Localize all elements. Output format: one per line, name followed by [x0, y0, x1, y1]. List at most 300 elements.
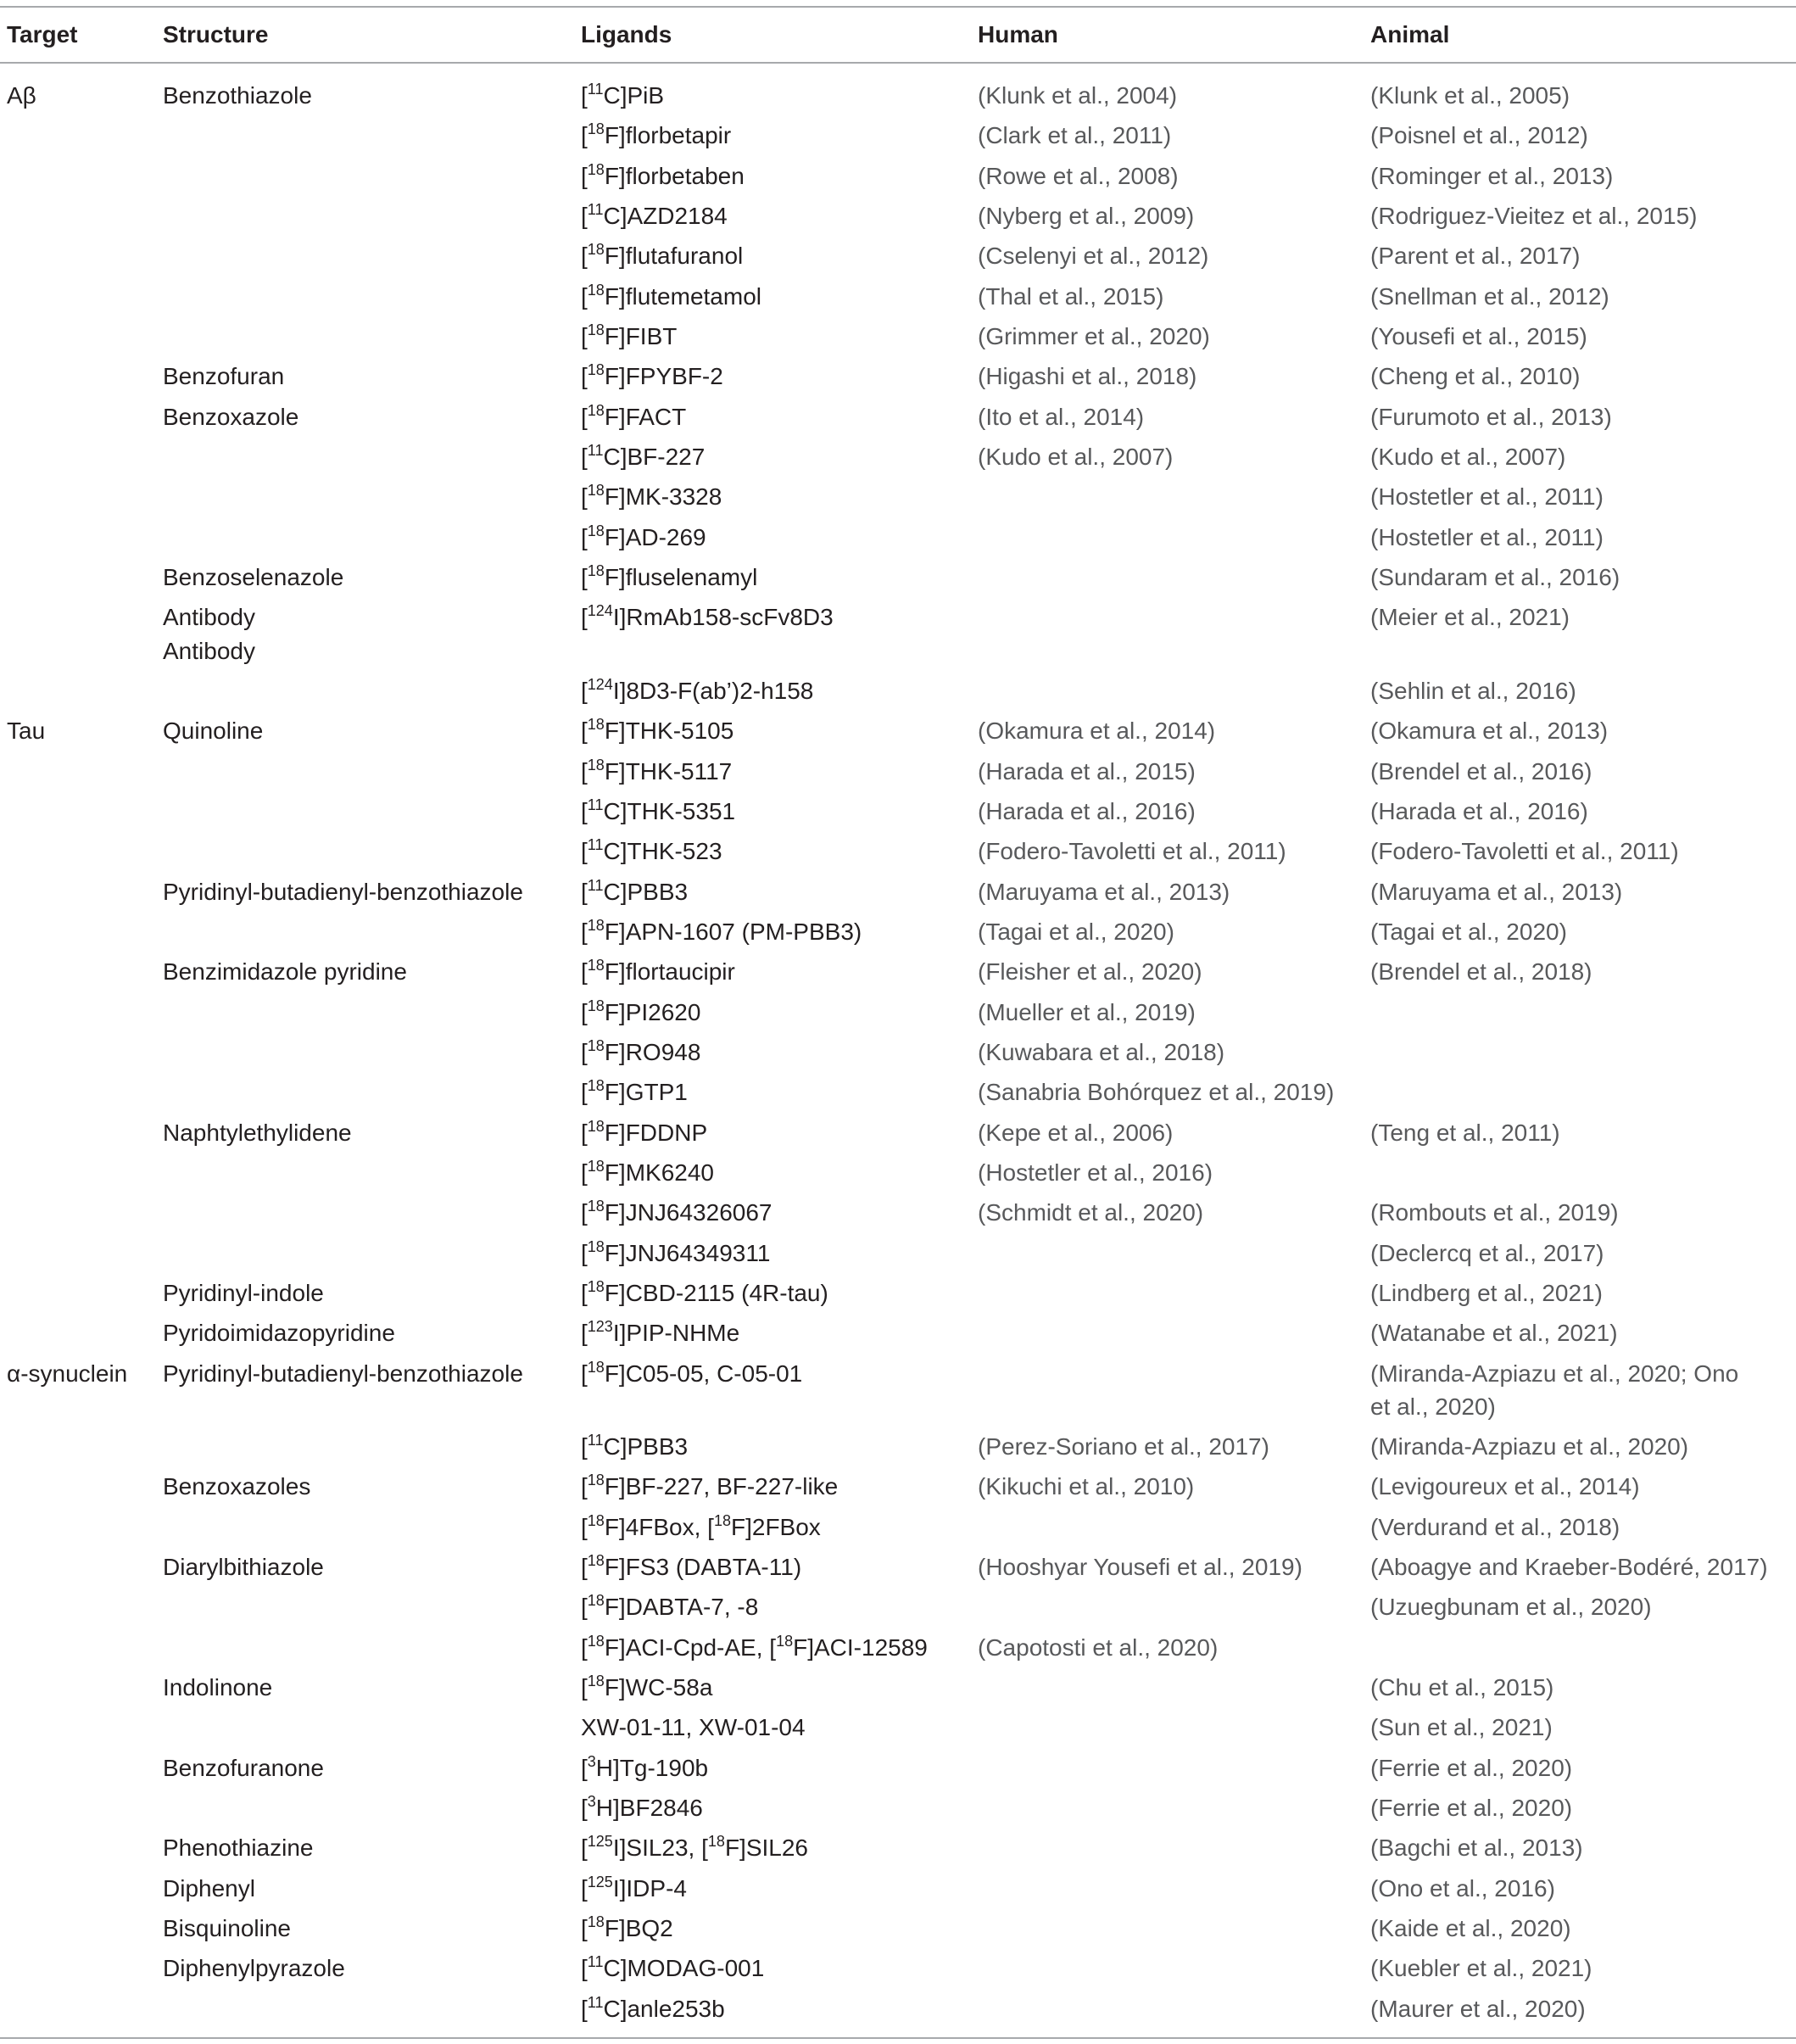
ligand-text: I]SIL23, [: [612, 1835, 708, 1862]
animal-study-reference: (Watanabe et al., 2021): [1370, 1320, 1618, 1347]
ligand-cell: [574, 1427, 971, 1466]
structure-cell: [156, 791, 574, 831]
human-study-reference: (Klunk et al., 2004): [978, 82, 1178, 109]
ligand-text: [: [581, 1320, 588, 1347]
ligand-cell: [574, 1788, 971, 1828]
isotope-superscript: 18: [587, 482, 605, 500]
animal-study-reference: (Brendel et al., 2018): [1370, 958, 1592, 986]
ligand-text: [: [581, 1874, 588, 1902]
animal-study-reference: (Chu et al., 2015): [1370, 1674, 1554, 1701]
ligand-cell: [574, 671, 971, 711]
ligand-cell: [574, 1113, 971, 1153]
table-row: [0, 1908, 1796, 1948]
table-row: [0, 831, 1796, 871]
ligand-text: C]anle253b: [603, 1995, 725, 2022]
target-cell: [0, 517, 156, 557]
animal-study-reference: [1364, 1153, 1796, 1192]
ligand-text: F]SIL26: [724, 1835, 808, 1862]
human-study-reference: (Sanabria Bohórquez et al., 2019): [978, 1079, 1335, 1106]
header-animal: Animal: [1370, 21, 1450, 47]
isotope-superscript: 18: [587, 1077, 605, 1095]
table-row: [0, 437, 1796, 477]
ligand-text: F]FIBT: [604, 322, 678, 349]
ligand-cell: [574, 1667, 971, 1707]
ligand-text: F]FPYBF-2: [604, 363, 723, 390]
target-cell: [0, 1032, 156, 1072]
isotope-superscript: 18: [587, 1673, 605, 1690]
human-study-reference: [971, 1507, 1364, 1547]
structure-cell: [156, 671, 574, 711]
isotope-superscript: 18: [587, 522, 605, 539]
ligand-cell: [574, 196, 971, 236]
animal-study-reference: (Tagai et al., 2020): [1370, 918, 1567, 945]
human-study-reference: (Kudo et al., 2007): [978, 443, 1174, 470]
table-row: [0, 992, 1796, 1032]
target-cell: α-synuclein: [7, 1360, 128, 1387]
ligand-text: F]4FBox, [: [604, 1513, 714, 1540]
human-study-reference: [971, 557, 1364, 597]
table-row: [0, 115, 1796, 155]
table-row: [0, 1354, 1796, 1427]
ligand-text: [: [581, 1554, 588, 1581]
ligand-text: F]FS3 (DABTA-11): [604, 1554, 802, 1581]
target-cell: [0, 1507, 156, 1547]
table-row: [0, 751, 1796, 791]
ligand-text: C]AZD2184: [603, 202, 728, 229]
isotope-superscript: 11: [587, 1993, 604, 2011]
table-row: [0, 1507, 1796, 1547]
isotope-superscript: 18: [587, 321, 605, 338]
isotope-superscript: 11: [587, 81, 604, 98]
target-cell: [0, 872, 156, 912]
isotope-superscript: 11: [587, 836, 604, 854]
human-study-reference: [971, 671, 1364, 711]
structure-cell: [156, 437, 574, 477]
target-cell: [0, 1628, 156, 1667]
ligand-text: I]IDP-4: [612, 1874, 687, 1902]
table-row: [0, 1273, 1796, 1313]
ligand-text: F]JNJ64349311: [604, 1239, 771, 1266]
isotope-superscript: 18: [587, 1552, 605, 1570]
structure-cell: [156, 1072, 574, 1112]
target-cell: [0, 992, 156, 1032]
ligand-text: [: [581, 1754, 588, 1781]
ligand-text: [: [581, 1995, 588, 2022]
ligand-cell: [574, 1707, 971, 1747]
ligand-text: [: [581, 1079, 588, 1106]
target-cell: [0, 1948, 156, 1988]
table-row: [0, 1868, 1796, 1908]
ligand-cell: [574, 952, 971, 991]
ligand-text: F]ACI-Cpd-AE, [: [604, 1634, 777, 1661]
ligand-text: F]AD-269: [604, 523, 706, 550]
human-study-reference: [971, 1868, 1364, 1908]
structure-cell: Benzoselenazole: [163, 563, 344, 590]
ligand-cell: [574, 1908, 971, 1948]
human-study-reference: (Tagai et al., 2020): [978, 918, 1174, 945]
ligand-text: F]FDDNP: [604, 1119, 708, 1146]
ligand-text: [: [581, 162, 588, 189]
human-study-reference: [971, 1707, 1364, 1747]
ligand-cell: [574, 115, 971, 155]
isotope-superscript: 18: [587, 916, 605, 934]
structure-cell: Phenothiazine: [163, 1835, 314, 1862]
structure-cell: [156, 912, 574, 952]
isotope-superscript: 18: [587, 957, 605, 975]
ligand-cell: [574, 236, 971, 276]
structure-cell: [156, 751, 574, 791]
table-row: [0, 276, 1796, 316]
target-cell: [0, 671, 156, 711]
ligand-text: [: [581, 998, 588, 1025]
ligand-cell: [574, 1032, 971, 1072]
human-study-reference: (Maruyama et al., 2013): [978, 878, 1230, 905]
ligand-text: [: [581, 1279, 588, 1306]
ligand-cell: [574, 316, 971, 356]
table-row: [0, 872, 1796, 912]
ligand-text: F]PI2620: [604, 998, 701, 1025]
ligand-text: C]BF-227: [603, 443, 706, 470]
structure-cell: Pyridoimidazopyridine: [163, 1320, 395, 1347]
animal-study-reference: (Lindberg et al., 2021): [1370, 1279, 1603, 1306]
isotope-superscript: 18: [587, 361, 605, 379]
human-study-reference: (Fleisher et al., 2020): [978, 958, 1202, 986]
animal-study-reference: (Kuebler et al., 2021): [1370, 1955, 1592, 1982]
target-cell: [0, 1072, 156, 1112]
animal-study-reference: (Verdurand et al., 2018): [1370, 1513, 1620, 1540]
target-cell: [0, 1828, 156, 1868]
animal-study-reference: [1364, 1072, 1796, 1112]
structure-cell: Diphenylpyrazole: [163, 1955, 345, 1982]
ligand-text: I]RmAb158-scFv8D3: [612, 604, 834, 631]
isotope-superscript: 18: [587, 1592, 605, 1610]
animal-study-reference: (Cheng et al., 2010): [1370, 363, 1581, 390]
animal-study-reference: (Furumoto et al., 2013): [1370, 403, 1612, 430]
human-study-reference: [971, 1233, 1364, 1273]
structure-cell: [156, 992, 574, 1032]
structure-cell: [156, 236, 574, 276]
ligand-cell: [574, 597, 971, 671]
ligand-text: F]C05-05, C-05-01: [604, 1360, 803, 1387]
ligand-text: [: [581, 1955, 588, 1982]
ligand-text: F]BQ2: [604, 1915, 673, 1942]
human-study-reference: [971, 1587, 1364, 1627]
animal-study-reference: (Brendel et al., 2016): [1370, 757, 1592, 785]
ligand-cell: [574, 276, 971, 316]
structure-cell: Antibody Antibody: [163, 604, 255, 664]
structure-cell: [156, 196, 574, 236]
target-cell: [0, 1313, 156, 1353]
isotope-superscript: 18: [587, 1472, 605, 1489]
ligand-text: F]fluselenamyl: [604, 563, 758, 590]
ligand-text: [: [581, 563, 588, 590]
ligand-text: C]PiB: [603, 82, 665, 109]
human-study-reference: (Perez-Soriano et al., 2017): [978, 1433, 1269, 1460]
table-row: [0, 356, 1796, 396]
ligand-cell: [574, 1547, 971, 1587]
table-row: [0, 517, 1796, 557]
ligand-text: [: [581, 797, 588, 824]
table-row: [0, 1989, 1796, 2029]
ligand-cell: [574, 1748, 971, 1788]
isotope-superscript: 3: [587, 1793, 596, 1811]
animal-study-reference: (Fodero-Tavoletti et al., 2011): [1370, 838, 1679, 865]
isotope-superscript: 125: [587, 1833, 613, 1851]
isotope-superscript: 18: [587, 401, 605, 419]
target-cell: [0, 1707, 156, 1747]
ligand-cell: [574, 1828, 971, 1868]
animal-study-reference: (Poisnel et al., 2012): [1370, 122, 1588, 149]
ligand-text: C]THK-523: [603, 838, 722, 865]
table-row: [0, 1466, 1796, 1506]
isotope-superscript: 18: [707, 1833, 725, 1851]
ligand-text: [: [581, 838, 588, 865]
structure-cell: Pyridinyl-butadienyl-benzothiazole: [163, 1360, 523, 1387]
animal-study-reference: [1364, 1628, 1796, 1667]
ligand-cell: [574, 477, 971, 517]
table-row: [0, 196, 1796, 236]
target-cell: Tau: [7, 718, 46, 745]
target-cell: [0, 1466, 156, 1506]
ligand-cell: [574, 75, 971, 115]
target-cell: [0, 115, 156, 155]
target-cell: [0, 1788, 156, 1828]
target-cell: [0, 1192, 156, 1232]
target-cell: [0, 912, 156, 952]
human-study-reference: [971, 1908, 1364, 1948]
ligand-cell: [574, 437, 971, 477]
animal-study-reference: (Uzuegbunam et al., 2020): [1370, 1594, 1652, 1621]
ligand-text: F]flutafuranol: [604, 243, 744, 270]
table-row: [0, 1153, 1796, 1192]
table-row: [0, 1788, 1796, 1828]
animal-study-reference: (Levigoureux et al., 2014): [1370, 1473, 1640, 1500]
animal-study-reference: (Harada et al., 2016): [1370, 797, 1588, 824]
ligand-text: [: [581, 202, 588, 229]
isotope-superscript: 18: [587, 1157, 605, 1175]
isotope-superscript: 11: [587, 200, 604, 218]
structure-cell: Diarylbithiazole: [163, 1554, 324, 1581]
ligand-text: F]florbetaben: [604, 162, 745, 189]
human-study-reference: (Grimmer et al., 2020): [978, 322, 1210, 349]
structure-cell: [156, 1707, 574, 1747]
header-rule: [0, 62, 1796, 64]
ligand-text: [: [581, 1433, 588, 1460]
structure-cell: [156, 1233, 574, 1273]
ligand-cell: [574, 1072, 971, 1112]
isotope-superscript: 123: [587, 1318, 613, 1336]
structure-cell: [156, 316, 574, 356]
ligand-cell: [574, 872, 971, 912]
ligand-text: F]CBD-2115 (4R-tau): [604, 1279, 828, 1306]
table-row: [0, 711, 1796, 751]
human-study-reference: [971, 477, 1364, 517]
human-study-reference: [971, 1667, 1364, 1707]
human-study-reference: (Capotosti et al., 2020): [978, 1634, 1219, 1661]
table-row: [0, 671, 1796, 711]
ligand-cell: [574, 751, 971, 791]
target-cell: [0, 156, 156, 196]
structure-cell: [156, 477, 574, 517]
human-study-reference: (Schmidt et al., 2020): [978, 1199, 1204, 1226]
structure-cell: [156, 1192, 574, 1232]
human-study-reference: (Harada et al., 2015): [978, 757, 1196, 785]
ligand-text: [: [581, 1835, 588, 1862]
ligand-text: H]Tg-190b: [595, 1754, 709, 1781]
animal-study-reference: (Teng et al., 2011): [1370, 1119, 1560, 1146]
human-study-reference: [971, 1989, 1364, 2029]
table-row: [0, 912, 1796, 952]
ligand-cell: [574, 356, 971, 396]
target-cell: [0, 196, 156, 236]
structure-cell: Benzofuranone: [163, 1754, 324, 1781]
structure-cell: Benzoxazoles: [163, 1473, 311, 1500]
table-row: [0, 156, 1796, 196]
structure-cell: [156, 1587, 574, 1627]
table-row: [0, 952, 1796, 991]
table-row: [0, 1587, 1796, 1627]
animal-study-reference: (Hostetler et al., 2011): [1370, 523, 1604, 550]
ligand-text: C]PBB3: [603, 878, 689, 905]
structure-cell: [156, 831, 574, 871]
animal-study-reference: (Declercq et al., 2017): [1370, 1239, 1604, 1266]
table-row: [0, 1707, 1796, 1747]
human-study-reference: (Hostetler et al., 2016): [978, 1159, 1213, 1186]
ligand-text: F]THK-5105: [604, 718, 734, 745]
structure-cell: Diphenyl: [163, 1874, 255, 1902]
animal-study-reference: (Maruyama et al., 2013): [1370, 878, 1623, 905]
human-study-reference: [971, 1273, 1364, 1313]
structure-cell: Benzofuran: [163, 363, 285, 390]
ligand-text: F]APN-1607 (PM-PBB3): [604, 918, 862, 945]
human-study-reference: [971, 1828, 1364, 1868]
ligand-text: [: [581, 1159, 588, 1186]
ligand-text: [: [581, 122, 588, 149]
ligand-cell: [574, 557, 971, 597]
ligand-text: F]MK-3328: [604, 483, 722, 511]
human-study-reference: (Cselenyi et al., 2012): [978, 243, 1209, 270]
human-study-reference: (Kepe et al., 2006): [978, 1119, 1174, 1146]
ligand-text: F]flortaucipir: [604, 958, 735, 986]
human-study-reference: (Hooshyar Yousefi et al., 2019): [978, 1554, 1302, 1581]
target-cell: [0, 1427, 156, 1466]
structure-cell: Pyridinyl-butadienyl-benzothiazole: [163, 878, 523, 905]
ligand-cell: [574, 1273, 971, 1313]
ligand-text: [: [581, 403, 588, 430]
target-cell: [0, 1233, 156, 1273]
ligand-text: [: [581, 918, 588, 945]
ligand-text: [: [581, 677, 588, 704]
table-row: [0, 791, 1796, 831]
ligand-text: [: [581, 1119, 588, 1146]
ligand-cell: [574, 1507, 971, 1547]
header-ligands: Ligands: [581, 21, 672, 47]
ligand-cell: [574, 711, 971, 751]
human-study-reference: (Nyberg et al., 2009): [978, 202, 1195, 229]
structure-cell: [156, 156, 574, 196]
structure-cell: Pyridinyl-indole: [163, 1279, 324, 1306]
human-study-reference: (Ito et al., 2014): [978, 403, 1145, 430]
isotope-superscript: 18: [587, 1237, 605, 1255]
target-cell: [0, 1113, 156, 1153]
animal-study-reference: (Ferrie et al., 2020): [1370, 1795, 1573, 1822]
ligand-text: [: [581, 1915, 588, 1942]
header-human: Human: [978, 21, 1058, 47]
target-cell: [0, 1547, 156, 1587]
header-structure: Structure: [163, 21, 269, 47]
table-row: [0, 1828, 1796, 1868]
ligand-cell: [574, 1233, 971, 1273]
ligand-cell: [574, 831, 971, 871]
table-bottom-rule: [0, 2037, 1796, 2039]
ligand-cell: [574, 1313, 971, 1353]
ligand-cell: [574, 1587, 971, 1627]
isotope-superscript: 11: [587, 1953, 604, 1971]
human-study-reference: [971, 1788, 1364, 1828]
animal-study-reference: (Kudo et al., 2007): [1370, 443, 1566, 470]
isotope-superscript: 18: [587, 1198, 605, 1215]
animal-study-reference: (Meier et al., 2021): [1370, 604, 1570, 631]
target-cell: [0, 1273, 156, 1313]
human-study-reference: [971, 517, 1364, 557]
ligand-text: [: [581, 1038, 588, 1065]
table-row: [0, 1032, 1796, 1072]
table-row: [0, 75, 1796, 115]
isotope-superscript: 18: [587, 120, 605, 138]
target-cell: Aβ: [7, 82, 36, 109]
human-study-reference: [971, 597, 1364, 671]
human-study-reference: [971, 1354, 1364, 1427]
structure-cell: [156, 1032, 574, 1072]
target-cell: [0, 1989, 156, 2029]
isotope-superscript: 18: [587, 756, 605, 773]
table-row: [0, 1948, 1796, 1988]
target-cell: [0, 751, 156, 791]
ligand-text: F]FACT: [604, 403, 687, 430]
isotope-superscript: 18: [587, 1117, 605, 1135]
structure-cell: [156, 517, 574, 557]
animal-study-reference: (Sun et al., 2021): [1370, 1714, 1553, 1741]
animal-study-reference: (Okamura et al., 2013): [1370, 718, 1609, 745]
target-cell: [0, 1868, 156, 1908]
ligand-cell: [574, 912, 971, 952]
animal-study-reference: (Parent et al., 2017): [1370, 243, 1581, 270]
isotope-superscript: 18: [587, 1632, 605, 1650]
table-row: [0, 1748, 1796, 1788]
ligand-text: [: [581, 1513, 588, 1540]
human-study-reference: (Mueller et al., 2019): [978, 998, 1196, 1025]
isotope-superscript: 11: [587, 876, 604, 894]
table-row: [0, 1667, 1796, 1707]
target-cell: [0, 1667, 156, 1707]
isotope-superscript: 18: [587, 716, 605, 734]
target-cell: [0, 477, 156, 517]
isotope-superscript: 18: [587, 561, 605, 579]
human-study-reference: (Kuwabara et al., 2018): [978, 1038, 1225, 1065]
structure-cell: [156, 1507, 574, 1547]
ligand-text: C]MODAG-001: [603, 1955, 765, 1982]
structure-cell: Benzoxazole: [163, 403, 299, 430]
animal-study-reference: (Sehlin et al., 2016): [1370, 677, 1576, 704]
ligand-text: F]2FBox: [731, 1513, 821, 1540]
target-cell: [0, 236, 156, 276]
human-study-reference: (Kikuchi et al., 2010): [978, 1473, 1195, 1500]
human-study-reference: (Rowe et al., 2008): [978, 162, 1179, 189]
table-row: [0, 316, 1796, 356]
ligand-text: [: [581, 243, 588, 270]
target-cell: [0, 1908, 156, 1948]
table-row: [0, 1072, 1796, 1112]
